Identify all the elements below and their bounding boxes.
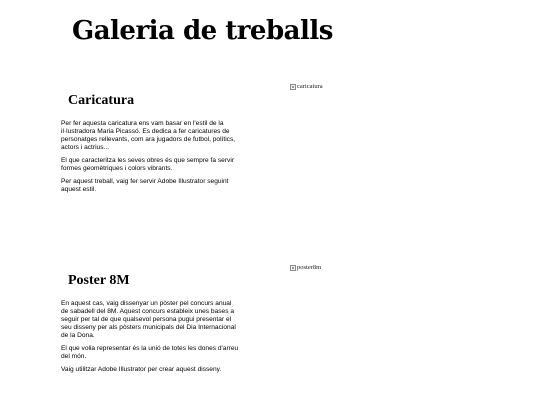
section-paragraph: El que caracteritza les seves obres és que sempre fa servir formes geomètriques i colors vibrants. [61,157,234,172]
section-paragraph: Per aquest treball, vaig fer servir Adobe Illustrator seguint aquest estil. [61,178,229,193]
section-title-poster-8m: Poster 8M [68,273,130,288]
poster8m-image-alt: poster8m [297,264,322,271]
section-caricatura [61,92,239,199]
section-poster-8m [61,272,239,379]
section-paragraph: En aquest cas, vaig dissenyar un pòster pel concurs anual de sabadell del 8M. Aquest concurs estableix unes bases a seguir per tal de que qualsevol persona pugui presentar el seu disseny per als pòsters municipals del Dia Internacional de la Dona. [61,300,236,339]
poster8m-image [290,264,321,272]
section-paragraph: Vaig utilitzar Adobe Illustrator per crear aquest disseny. [61,366,222,373]
section-paragraph: Per fer aquesta caricatura ens vam basar en l'estil de la il·lustradora Maria Picassó. Es dedica a fer caricatures de personatges rellevants, com ara jugadors de futbol, polítics, actors i actrius... [61,120,236,151]
section-title-caricatura: Caricatura [68,93,135,108]
section-paragraph: El que volia representar és la unió de totes les dones d'arreu del món. [61,345,239,360]
caricatura-image [290,83,323,91]
page-title: Galeria de treballs [72,16,333,46]
caricatura-image-alt: caricatura [297,83,323,90]
broken-image-icon [290,84,296,90]
broken-image-icon [290,265,296,271]
